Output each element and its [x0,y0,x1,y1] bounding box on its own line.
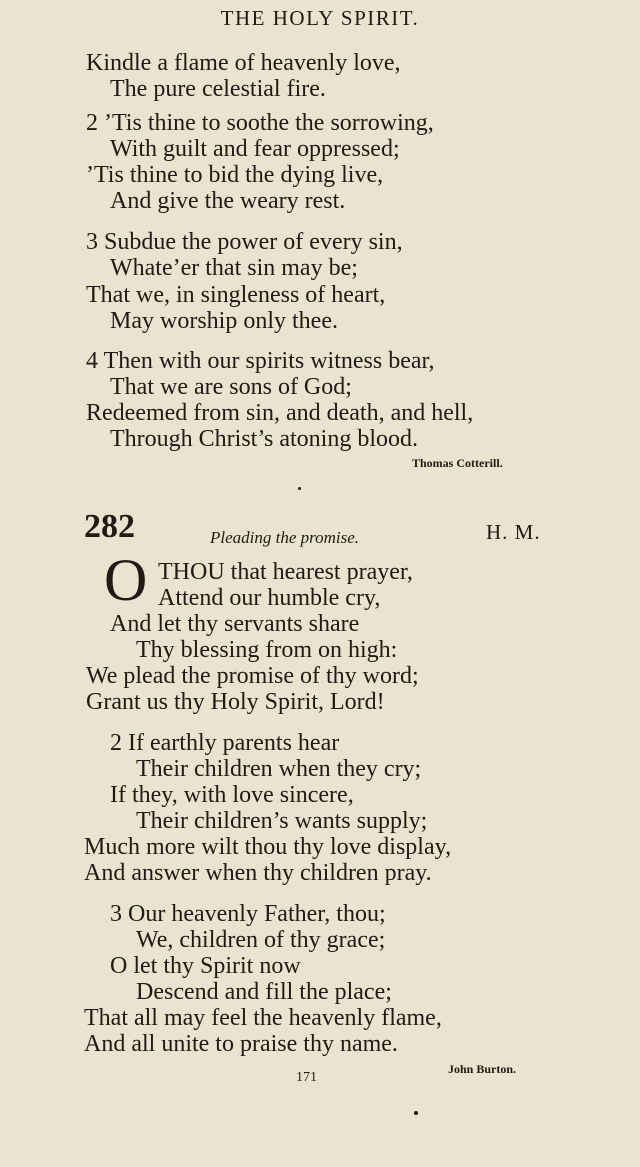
verse-line: Redeemed from sin, and death, and hell, [86,400,474,426]
verse-line: Their children’s wants supply; [136,808,428,834]
verse-line: O let thy Spirit now [110,953,301,979]
verse-line: Their children when they cry; [136,756,422,782]
author-attribution: Thomas Cotterill. [412,456,503,470]
drop-cap: O [104,547,148,613]
verse-line: And answer when thy children pray. [84,860,432,886]
verse-line: Kindle a flame of heavenly love, [86,50,401,76]
verse-line: That we are sons of God; [110,374,352,400]
verse-line: That we, in singleness of heart, [86,282,386,308]
verse-line: The pure celestial fire. [110,76,326,102]
verse-line: And let thy servants share [110,611,360,637]
verse-line: We, children of thy grace; [136,927,386,953]
page-number: 171 [296,1070,317,1085]
verse-line: And give the weary rest. [110,188,346,214]
verse-line: Attend our humble cry, [158,585,381,611]
verse-line: 4 Then with our spirits witness bear, [86,348,435,374]
running-header: THE HOLY SPIRIT. [220,6,420,30]
hymn-title: Pleading the promise. [210,528,360,547]
verse-line: THOU that hearest prayer, [158,559,413,585]
verse-line: Grant us thy Holy Spirit, Lord! [86,689,385,715]
hymn-number: 282 [84,508,135,545]
verse-line: And all unite to praise thy name. [84,1031,398,1057]
verse-line: 3 Our heavenly Father, thou; [110,901,386,927]
verse-line: 3 Subdue the power of every sin, [86,229,403,255]
printer-dot [414,1111,418,1115]
author-attribution: John Burton. [448,1062,517,1076]
verse-line: With guilt and fear oppressed; [110,136,400,162]
verse-line: That all may feel the heavenly flame, [84,1005,442,1031]
verse-line: Descend and fill the place; [136,979,392,1005]
verse-line: If they, with love sincere, [110,782,354,808]
verse-line: ’Tis thine to bid the dying live, [86,162,384,188]
verse-line: We plead the promise of thy word; [86,663,419,689]
verse-line: May worship only thee. [110,308,338,334]
verse-line: Through Christ’s atoning blood. [110,426,418,452]
verse-line: Much more wilt thou thy love display, [84,834,452,860]
verse-line: 2 If earthly parents hear [110,730,340,756]
verse-line: 2 ’Tis thine to soothe the sorrowing, [86,110,434,136]
hymn-meter: H. M. [486,520,541,544]
divider-dot [298,487,301,490]
verse-line: Whate’er that sin may be; [110,255,358,281]
verse-line: Thy blessing from on high: [136,637,398,663]
